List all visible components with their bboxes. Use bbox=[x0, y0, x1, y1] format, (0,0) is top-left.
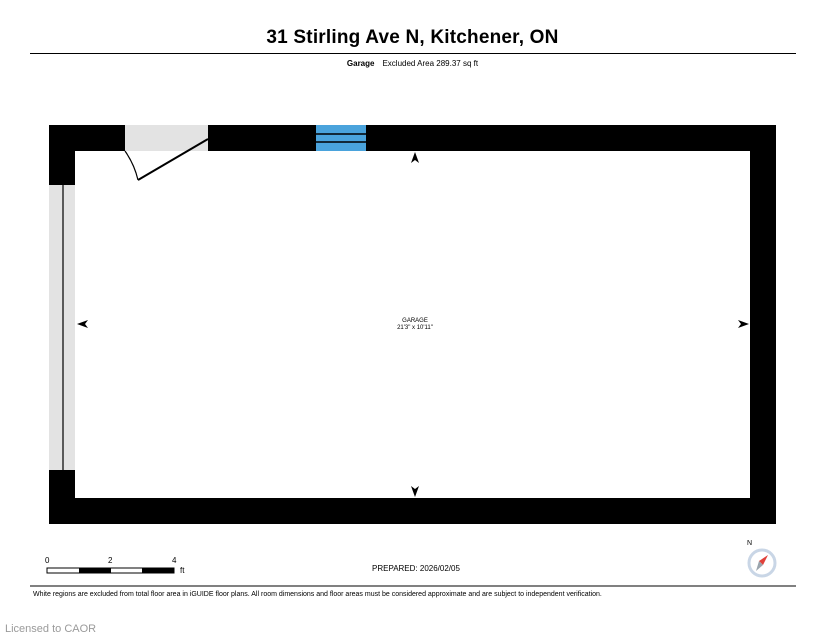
plan-title: 31 Stirling Ave N, Kitchener, ON bbox=[266, 27, 559, 48]
dimension-arrow-right bbox=[738, 320, 749, 328]
dimension-arrow-bottom bbox=[411, 486, 419, 497]
scale-label-0: 0 bbox=[45, 556, 50, 565]
wall-left-top bbox=[49, 125, 75, 185]
area-text: Excluded Area 289.37 sq ft bbox=[382, 59, 479, 68]
room-dimensions: 21'3" x 10'11" bbox=[397, 325, 433, 331]
room-label bbox=[340, 318, 490, 332]
wall-bottom bbox=[49, 498, 776, 524]
scale-bar bbox=[47, 568, 174, 573]
door-swing-arc bbox=[125, 151, 138, 180]
room-name: GARAGE bbox=[402, 318, 428, 324]
scale-unit: ft bbox=[180, 566, 185, 575]
scale-label-2: 2 bbox=[108, 556, 113, 565]
license-watermark: Licensed to CAOR bbox=[5, 623, 97, 635]
wall-right bbox=[750, 125, 776, 524]
prepared-date: PREPARED: 2026/02/05 bbox=[372, 564, 460, 573]
dimension-arrow-top bbox=[411, 152, 419, 163]
garage-door-opening bbox=[49, 185, 75, 470]
compass-icon bbox=[749, 550, 775, 576]
dimension-arrow-left bbox=[77, 320, 88, 328]
compass-north-label: N bbox=[747, 540, 753, 547]
wall-left-bottom bbox=[49, 470, 75, 524]
floor-label: Garage bbox=[346, 59, 375, 68]
scale-label-4: 4 bbox=[172, 556, 177, 565]
wall-top-right bbox=[208, 125, 776, 151]
disclaimer: White regions are excluded from total floor area in iGUIDE floor plans. All room dimensions and floor areas must be considered approximate and are subject to independent verification. bbox=[33, 591, 602, 598]
window bbox=[316, 125, 366, 151]
